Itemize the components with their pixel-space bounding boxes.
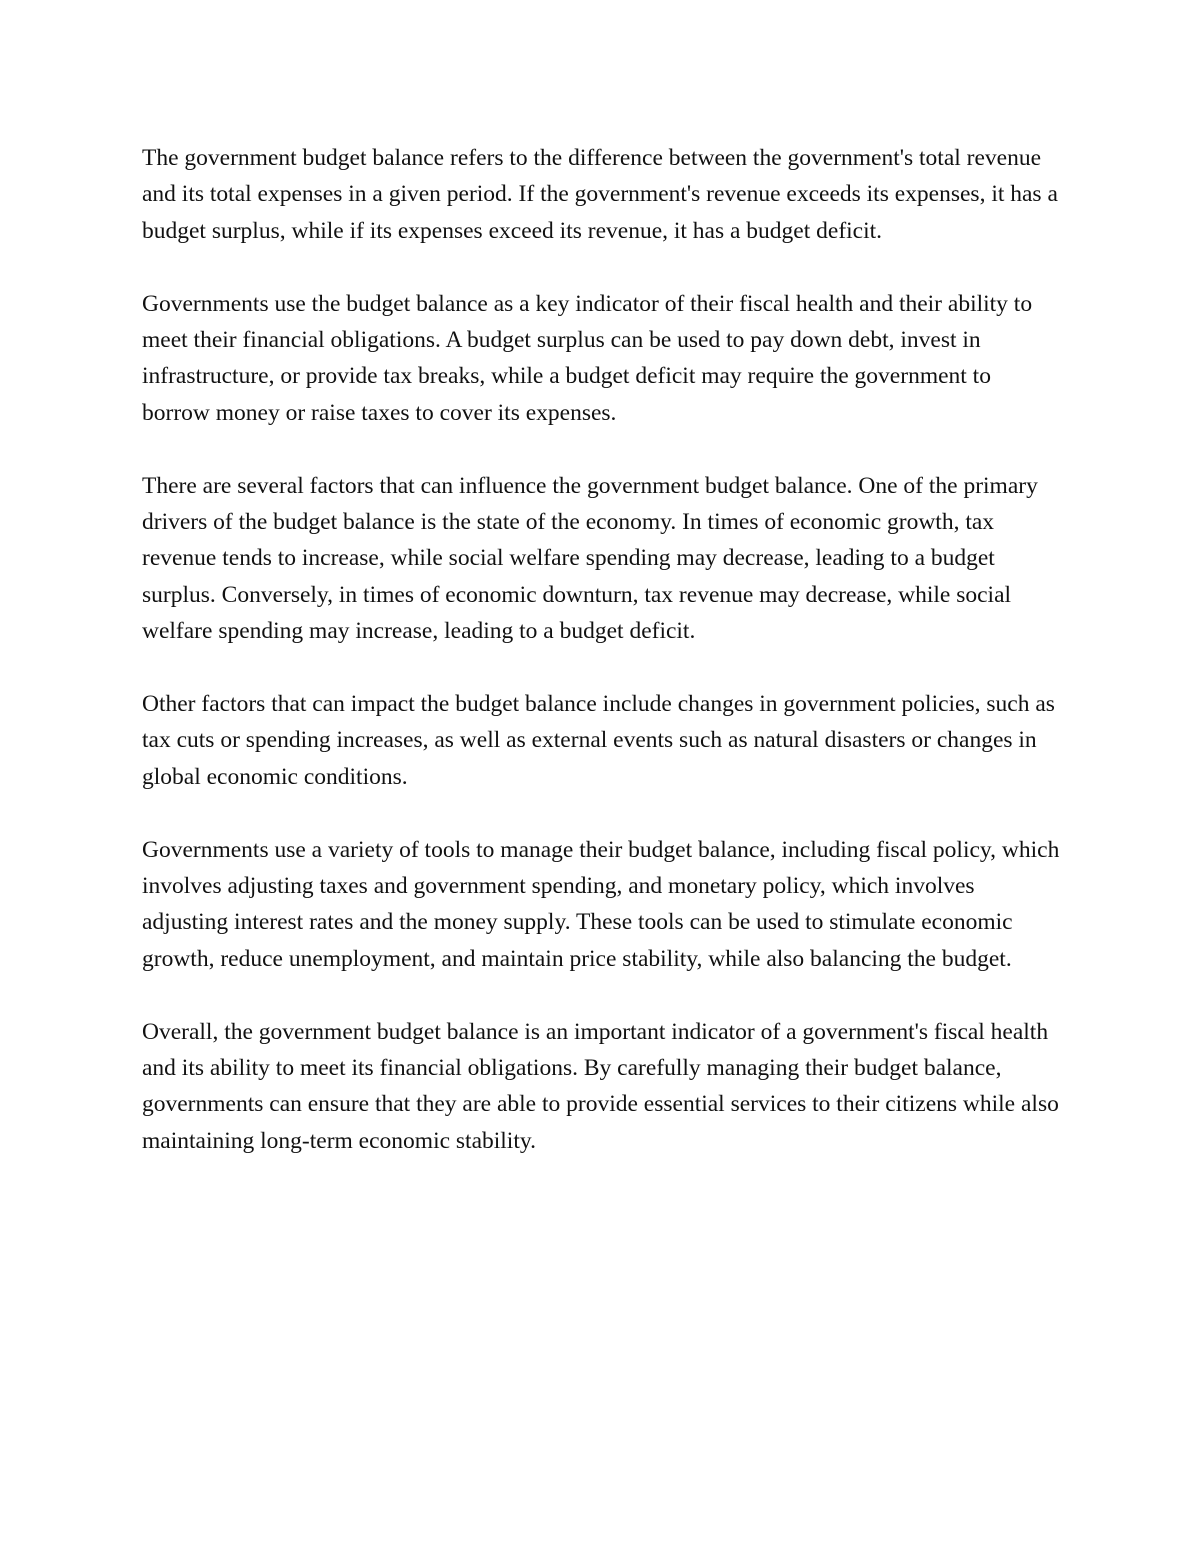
paragraph-other-factors: Other factors that can impact the budget balance include changes in government policies, such as tax cuts or spending increases, as well as external events such as natural disasters or changes in global economic conditions.: [142, 691, 1055, 790]
paragraph-conclusion: Overall, the government budget balance is an important indicator of a government's fiscal health and its ability to meet its financial obligations. By carefully managing their budget balance, governments can ensure that they are able to provide essential services to their citizens while also maintaining long-term economic stability.: [142, 1018, 1059, 1154]
paragraph-management-tools: Governments use a variety of tools to manage their budget balance, including fiscal policy, which involves adjusting taxes and government spending, and monetary policy, which involves adjusting interest rates and the money supply. These tools can be used to stimulate economic growth, reduce unemployment, and maintain price stability, while also balancing the budget.: [142, 836, 1060, 972]
paragraph-fiscal-health-indicator: Governments use the budget balance as a key indicator of their fiscal health and their ability to meet their financial obligations. A budget surplus can be used to pay down debt, invest in infrastructure, or provide tax breaks, while a budget deficit may require the government to borrow money or raise taxes to cover its expenses.: [142, 290, 1033, 426]
paragraph-budget-balance-definition: The government budget balance refers to the difference between the government's total revenue and its total expenses in a given period. If the government's revenue exceeds its expenses, it has a budget surplus, while if its expenses exceed its revenue, it has a budget deficit.: [142, 145, 1058, 244]
document-body: [142, 140, 1062, 1196]
paragraph-economic-factors: There are several factors that can influence the government budget balance. One of the primary drivers of the budget balance is the state of the economy. In times of economic growth, tax revenue tends to increase, while social welfare spending may decrease, leading to a budget surplus. Conversely, in times of economic downturn, tax revenue may decrease, while social welfare spending may increase, leading to a budget deficit.: [142, 472, 1038, 645]
